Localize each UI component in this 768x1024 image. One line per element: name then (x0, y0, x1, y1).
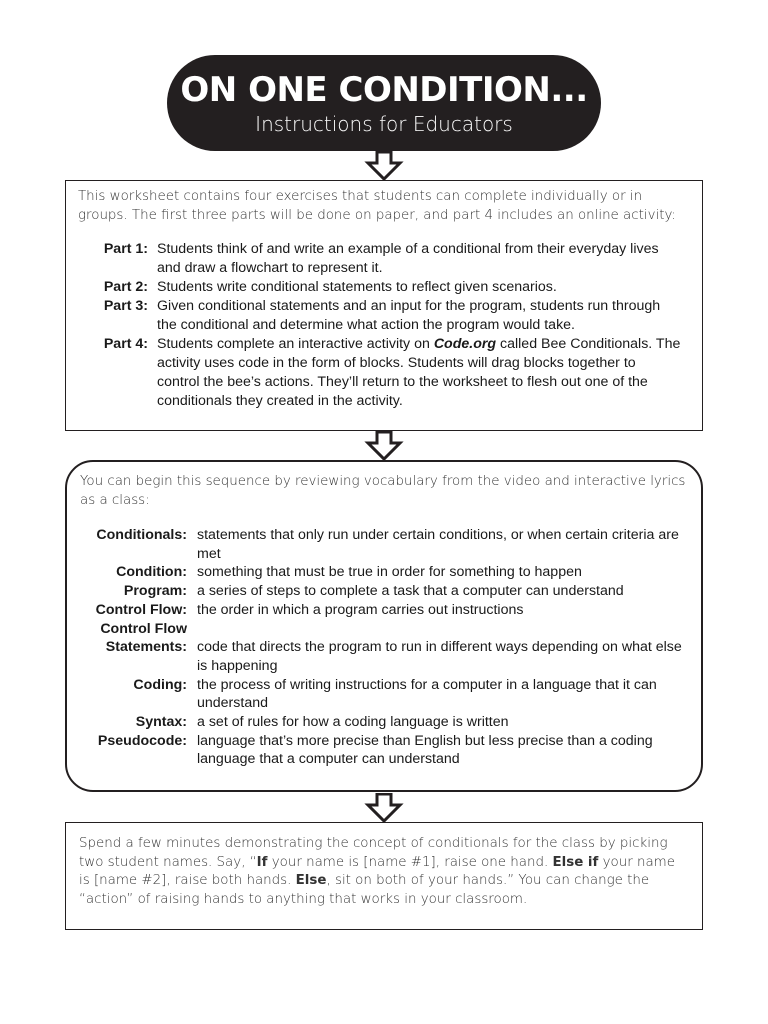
term-label: Conditionals: (96, 527, 187, 543)
term-label: Control Flow: (95, 601, 187, 618)
vocabulary-intro: You can begin this sequence by reviewing vocabulary from the video and interactive lyrics as a class: (80, 474, 686, 508)
exercises-intro: This worksheet contains four exercises that students can complete individually or in groups. The first three parts will be done on paper, and part 4 includes an online activity: (78, 189, 676, 223)
part-text: Given conditional statements and an input for the program, students run through the conditional and determine what action the program would take. (157, 298, 661, 333)
list-item (80, 601, 688, 620)
list-item (80, 676, 688, 713)
vocabulary-box (65, 460, 703, 792)
list-item (78, 335, 690, 411)
term-label: Pseudocode: (97, 732, 187, 749)
down-arrow-icon (364, 151, 404, 181)
list-item (78, 278, 690, 297)
term-label: Statements: (105, 639, 187, 656)
text-run: your name is [name #1], raise one hand. (267, 854, 553, 870)
list-item (78, 297, 690, 335)
term-definition: a set of rules for how a coding language is written (197, 714, 509, 731)
term-definition: the order in which a program carries out instructions (197, 601, 524, 618)
title-banner (167, 55, 601, 151)
list-item (80, 526, 688, 563)
down-arrow-icon (364, 431, 404, 461)
page-title: ON ONE CONDITION... (180, 70, 588, 110)
part-text (157, 335, 690, 411)
part-text-post: called Bee Conditionals. The activity uses code in the form of blocks. Students will drag blocks together to control the bee’s actions. They’ll return to the worksheet to flesh out one of the conditionals they created in the activity. (157, 336, 681, 409)
term-definition: something that must be true in order for something to happen (197, 564, 582, 581)
part-label: Part 1: (103, 241, 148, 257)
keyword-if: If (256, 854, 268, 870)
term-definition: a series of steps to complete a task that a computer can understand (197, 583, 624, 600)
list-item (80, 638, 688, 675)
part-label: Part 2: (103, 279, 148, 295)
list-item (80, 620, 688, 639)
code-org-link-text: Code.org (433, 336, 497, 352)
list-item (78, 240, 690, 278)
demonstration-box (65, 822, 703, 930)
term-label: Control Flow (100, 620, 187, 637)
list-item (80, 713, 688, 732)
vocabulary-list (80, 526, 688, 769)
term-definition: code that directs the program to run in different ways depending on what else is happening (197, 639, 682, 674)
text-run: Spend a few minutes demonstrating the concept of conditionals for the class by picking two student names. Say, “ (79, 836, 668, 870)
term-definition: the process of writing instructions for a computer in a language that it can understand (197, 676, 657, 712)
exercises-box (65, 180, 703, 431)
term-label: Program: (123, 583, 187, 600)
part-text: Students think of and write an example of a conditional from their everyday lives and draw a flowchart to represent it. (157, 241, 659, 276)
list-item (80, 563, 688, 582)
part-text: Students write conditional statements to reflect given scenarios. (157, 279, 557, 295)
list-item (80, 732, 688, 769)
part-label: Part 4: (103, 336, 148, 352)
list-item (80, 582, 688, 601)
part-text-pre: Students complete an interactive activity on (157, 336, 434, 352)
term-definition: language that’s more precise than English but less precise than a coding language that a computer can understand (197, 732, 653, 768)
term-label: Syntax: (135, 714, 187, 731)
demonstration-text (79, 835, 689, 909)
term-label: Coding: (133, 676, 187, 693)
keyword-else-if: Else if (552, 854, 599, 870)
text-run: your name is [name #2], raise both hands. (79, 854, 675, 888)
down-arrow-icon (364, 793, 404, 823)
keyword-else: Else (295, 873, 327, 888)
text-run: , sit on both of your hands.” You can change the “action” of raising hands to anything that works in your classroom. (79, 873, 650, 907)
term-definition: statements that only run under certain conditions, or when certain criteria are met (197, 527, 679, 562)
term-label: Condition: (116, 564, 187, 581)
page-subtitle: Instructions for Educators (255, 112, 513, 136)
part-label: Part 3: (103, 298, 148, 314)
parts-list (78, 240, 690, 411)
